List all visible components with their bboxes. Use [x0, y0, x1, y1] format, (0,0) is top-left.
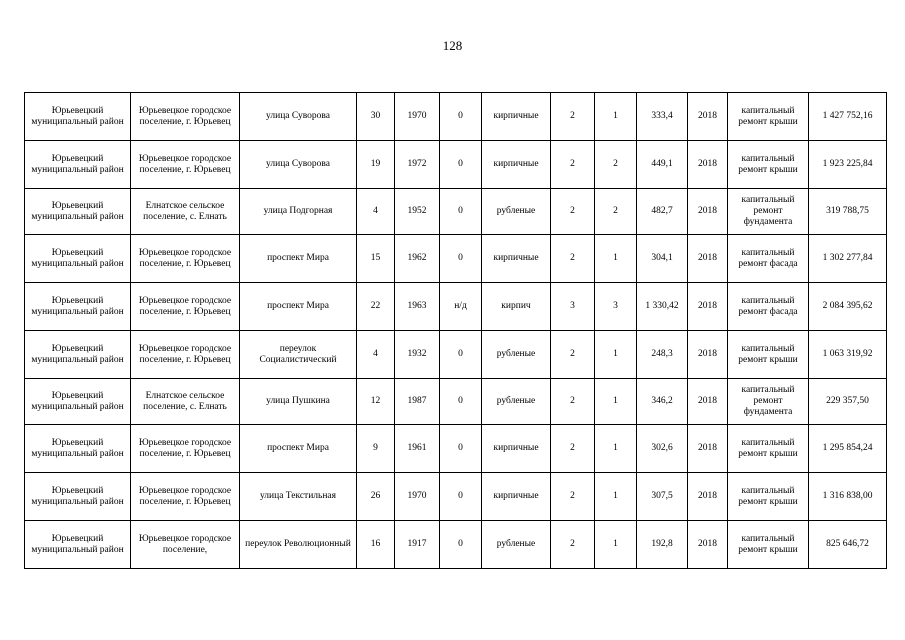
settlement-cell: Юрьевецкое городское поселение, г. Юрьевец: [131, 473, 240, 521]
settlement-cell: Елнатское сельское поселение, с. Елнать: [131, 379, 240, 425]
plan-year-cell: 2018: [688, 331, 728, 379]
street-cell: улица Пушкина: [240, 379, 357, 425]
street-cell: проспект Мира: [240, 283, 357, 331]
plan-year-cell: 2018: [688, 235, 728, 283]
cost-cell: 229 357,50: [809, 379, 887, 425]
district-cell: Юрьевецкий муниципальный район: [25, 235, 131, 283]
street-cell: улица Текстильная: [240, 473, 357, 521]
cost-cell: 319 788,75: [809, 189, 887, 235]
value-cell: 0: [440, 93, 482, 141]
wall-material-cell: кирпичные: [482, 93, 551, 141]
wall-material-cell: рубленые: [482, 189, 551, 235]
house-number-cell: 12: [357, 379, 395, 425]
street-cell: переулок Революционный: [240, 521, 357, 569]
work-type-cell: капитальный ремонт фасада: [728, 235, 809, 283]
area-cell: 302,6: [637, 425, 688, 473]
settlement-cell: Юрьевецкое городское поселение, г. Юрьевец: [131, 331, 240, 379]
wall-material-cell: рубленые: [482, 331, 551, 379]
street-cell: переулок Социалистический: [240, 331, 357, 379]
district-cell: Юрьевецкий муниципальный район: [25, 521, 131, 569]
build-year-cell: 1970: [395, 473, 440, 521]
work-type-cell: капитальный ремонт крыши: [728, 425, 809, 473]
cost-cell: 1 923 225,84: [809, 141, 887, 189]
house-number-cell: 4: [357, 331, 395, 379]
entrances-cell: 1: [595, 93, 637, 141]
entrances-cell: 2: [595, 189, 637, 235]
plan-year-cell: 2018: [688, 425, 728, 473]
cost-cell: 2 084 395,62: [809, 283, 887, 331]
cost-cell: 1 295 854,24: [809, 425, 887, 473]
cost-cell: 825 646,72: [809, 521, 887, 569]
settlement-cell: Юрьевецкое городское поселение, г. Юрьевец: [131, 425, 240, 473]
build-year-cell: 1932: [395, 331, 440, 379]
entrances-cell: 1: [595, 425, 637, 473]
build-year-cell: 1987: [395, 379, 440, 425]
area-cell: 333,4: [637, 93, 688, 141]
area-cell: 346,2: [637, 379, 688, 425]
street-cell: улица Суворова: [240, 93, 357, 141]
settlement-cell: Елнатское сельское поселение, с. Елнать: [131, 189, 240, 235]
table-row: [25, 379, 887, 425]
entrances-cell: 1: [595, 473, 637, 521]
value-cell: н/д: [440, 283, 482, 331]
district-cell: Юрьевецкий муниципальный район: [25, 379, 131, 425]
work-type-cell: капитальный ремонт крыши: [728, 331, 809, 379]
floors-cell: 2: [551, 521, 595, 569]
house-number-cell: 4: [357, 189, 395, 235]
house-number-cell: 16: [357, 521, 395, 569]
house-number-cell: 22: [357, 283, 395, 331]
floors-cell: 2: [551, 379, 595, 425]
house-number-cell: 19: [357, 141, 395, 189]
table-row: [25, 93, 887, 141]
entrances-cell: 3: [595, 283, 637, 331]
build-year-cell: 1962: [395, 235, 440, 283]
floors-cell: 2: [551, 93, 595, 141]
district-cell: Юрьевецкий муниципальный район: [25, 93, 131, 141]
settlement-cell: Юрьевецкое городское поселение, г. Юрьевец: [131, 235, 240, 283]
area-cell: 482,7: [637, 189, 688, 235]
floors-cell: 2: [551, 189, 595, 235]
street-cell: проспект Мира: [240, 235, 357, 283]
area-cell: 307,5: [637, 473, 688, 521]
wall-material-cell: рубленые: [482, 521, 551, 569]
floors-cell: 3: [551, 283, 595, 331]
build-year-cell: 1972: [395, 141, 440, 189]
area-cell: 304,1: [637, 235, 688, 283]
plan-year-cell: 2018: [688, 189, 728, 235]
table-body: [25, 93, 887, 569]
cost-cell: 1 063 319,92: [809, 331, 887, 379]
work-type-cell: капитальный ремонт крыши: [728, 521, 809, 569]
housing-repair-table: [24, 92, 887, 569]
plan-year-cell: 2018: [688, 379, 728, 425]
district-cell: Юрьевецкий муниципальный район: [25, 189, 131, 235]
area-cell: 192,8: [637, 521, 688, 569]
district-cell: Юрьевецкий муниципальный район: [25, 331, 131, 379]
table-row: [25, 473, 887, 521]
page-number: 128: [442, 38, 463, 53]
floors-cell: 2: [551, 235, 595, 283]
value-cell: 0: [440, 235, 482, 283]
wall-material-cell: кирпичные: [482, 141, 551, 189]
house-number-cell: 30: [357, 93, 395, 141]
area-cell: 449,1: [637, 141, 688, 189]
district-cell: Юрьевецкий муниципальный район: [25, 473, 131, 521]
table-row: [25, 521, 887, 569]
floors-cell: 2: [551, 473, 595, 521]
district-cell: Юрьевецкий муниципальный район: [25, 283, 131, 331]
settlement-cell: Юрьевецкое городское поселение, г. Юрьевец: [131, 93, 240, 141]
build-year-cell: 1917: [395, 521, 440, 569]
work-type-cell: капитальный ремонт крыши: [728, 93, 809, 141]
house-number-cell: 15: [357, 235, 395, 283]
entrances-cell: 2: [595, 141, 637, 189]
value-cell: 0: [440, 425, 482, 473]
value-cell: 0: [440, 521, 482, 569]
floors-cell: 2: [551, 331, 595, 379]
plan-year-cell: 2018: [688, 473, 728, 521]
cost-cell: 1 427 752,16: [809, 93, 887, 141]
wall-material-cell: рубленые: [482, 379, 551, 425]
table-row: [25, 235, 887, 283]
table-row: [25, 141, 887, 189]
value-cell: 0: [440, 473, 482, 521]
wall-material-cell: кирпичные: [482, 235, 551, 283]
entrances-cell: 1: [595, 331, 637, 379]
settlement-cell: Юрьевецкое городское поселение, г. Юрьевец: [131, 141, 240, 189]
cost-cell: 1 302 277,84: [809, 235, 887, 283]
wall-material-cell: кирпичные: [482, 473, 551, 521]
settlement-cell: Юрьевецкое городское поселение,: [131, 521, 240, 569]
plan-year-cell: 2018: [688, 93, 728, 141]
entrances-cell: 1: [595, 521, 637, 569]
table-row: [25, 283, 887, 331]
cost-cell: 1 316 838,00: [809, 473, 887, 521]
floors-cell: 2: [551, 141, 595, 189]
entrances-cell: 1: [595, 379, 637, 425]
floors-cell: 2: [551, 425, 595, 473]
table-row: [25, 425, 887, 473]
plan-year-cell: 2018: [688, 283, 728, 331]
street-cell: проспект Мира: [240, 425, 357, 473]
build-year-cell: 1970: [395, 93, 440, 141]
work-type-cell: капитальный ремонт фасада: [728, 283, 809, 331]
work-type-cell: капитальный ремонт фундамента: [728, 379, 809, 425]
build-year-cell: 1961: [395, 425, 440, 473]
value-cell: 0: [440, 141, 482, 189]
street-cell: улица Суворова: [240, 141, 357, 189]
house-number-cell: 26: [357, 473, 395, 521]
work-type-cell: капитальный ремонт крыши: [728, 141, 809, 189]
street-cell: улица Подгорная: [240, 189, 357, 235]
entrances-cell: 1: [595, 235, 637, 283]
table-row: [25, 189, 887, 235]
wall-material-cell: кирпичные: [482, 425, 551, 473]
area-cell: 1 330,42: [637, 283, 688, 331]
area-cell: 248,3: [637, 331, 688, 379]
table-row: [25, 331, 887, 379]
wall-material-cell: кирпич: [482, 283, 551, 331]
house-number-cell: 9: [357, 425, 395, 473]
plan-year-cell: 2018: [688, 521, 728, 569]
value-cell: 0: [440, 379, 482, 425]
settlement-cell: Юрьевецкое городское поселение, г. Юрьевец: [131, 283, 240, 331]
build-year-cell: 1952: [395, 189, 440, 235]
value-cell: 0: [440, 189, 482, 235]
work-type-cell: капитальный ремонт фундамента: [728, 189, 809, 235]
work-type-cell: капитальный ремонт крыши: [728, 473, 809, 521]
district-cell: Юрьевецкий муниципальный район: [25, 141, 131, 189]
build-year-cell: 1963: [395, 283, 440, 331]
value-cell: 0: [440, 331, 482, 379]
plan-year-cell: 2018: [688, 141, 728, 189]
district-cell: Юрьевецкий муниципальный район: [25, 425, 131, 473]
